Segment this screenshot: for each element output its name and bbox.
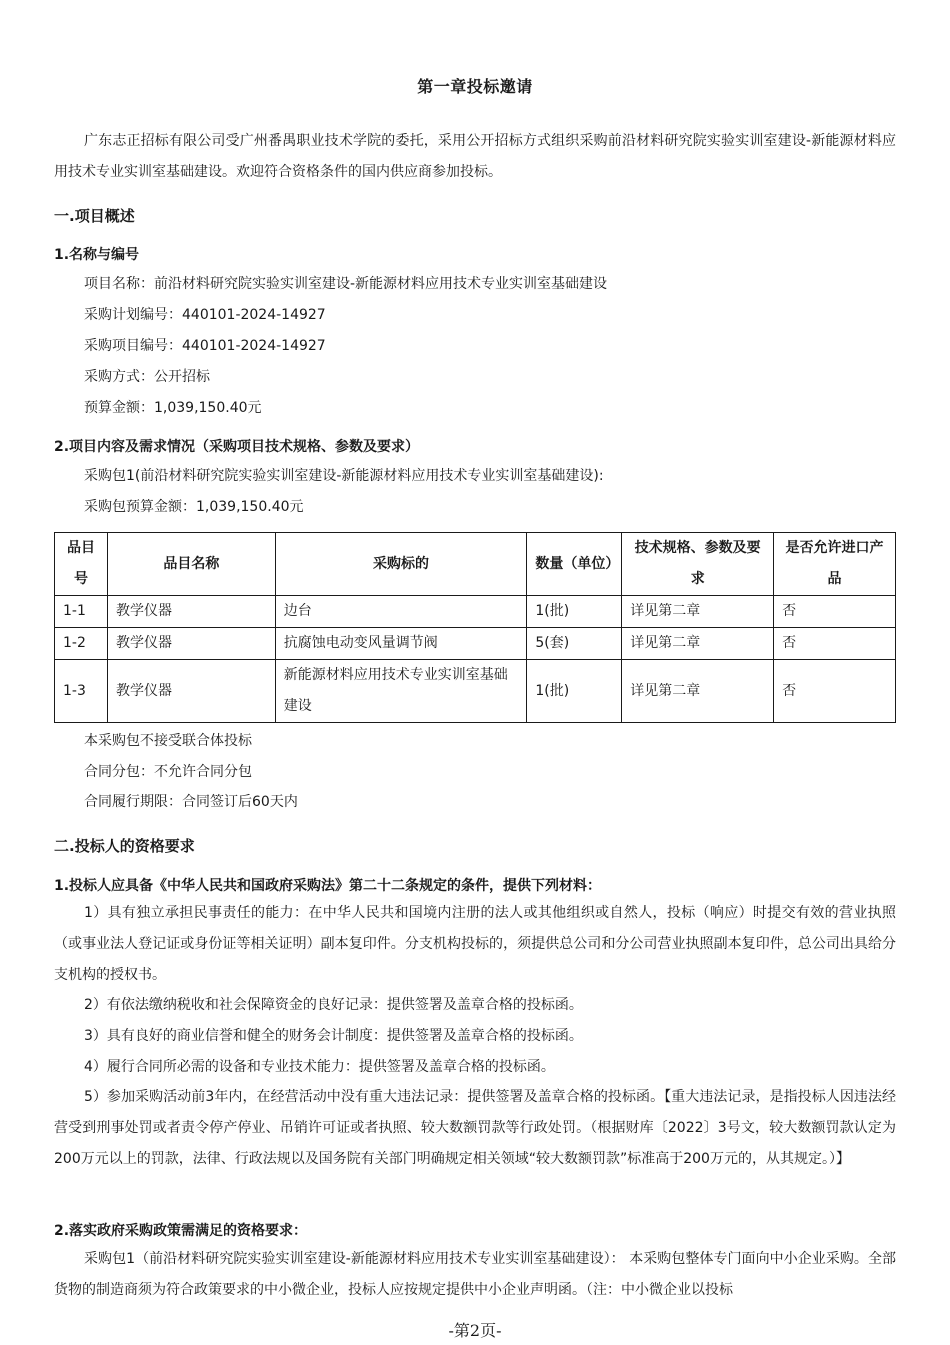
requirement-item-1: 1）具有独立承担民事责任的能力：在中华人民共和国境内注册的法人或其他组织或自然人，投标（响应）时提交有效的营业执照（或事业法人登记证或身份证等相关证明）副本复印件。分支机构投标的，须提供总公司和分公司营业执照副本复印件，总公司出具给分支机构的授权书。 xyxy=(54,905,896,983)
chapter-title: 第一章投标邀请 xyxy=(417,77,533,96)
subcontract-line: 合同分包：不允许合同分包 xyxy=(84,764,252,780)
header-quantity: 数量（单位） xyxy=(527,533,622,596)
cell-quantity: 1(批) xyxy=(527,660,622,723)
cell-item-no: 1-2 xyxy=(55,628,108,660)
cell-import: 否 xyxy=(774,596,896,628)
package-budget-line: 采购包预算金额：1,039,150.40元 xyxy=(84,499,304,515)
cell-item-no: 1-1 xyxy=(55,596,108,628)
cell-quantity: 5(套) xyxy=(527,628,622,660)
table-row xyxy=(55,660,896,723)
subsection-1-1-heading: 1.名称与编号 xyxy=(54,247,140,263)
package-line: 采购包1(前沿材料研究院实验实训室建设-新能源材料应用技术专业实训室基础建设): xyxy=(84,468,604,484)
subsection-1-2-heading: 2.项目内容及需求情况（采购项目技术规格、参数及要求） xyxy=(54,439,420,455)
cell-spec: 详见第二章 xyxy=(622,596,774,628)
cell-quantity: 1(批) xyxy=(527,596,622,628)
header-item-name: 品目名称 xyxy=(107,533,275,596)
header-target: 采购标的 xyxy=(275,533,527,596)
header-import: 是否允许进口产品 xyxy=(774,533,896,596)
intro-paragraph: 广东志正招标有限公司受广州番禺职业技术学院的委托，采用公开招标方式组织采购前沿材料研究院实验实训室建设-新能源材料应用技术专业实训室基础建设。欢迎符合资格条件的国内供应商参加投标。 xyxy=(54,133,896,180)
cell-target: 抗腐蚀电动变风量调节阀 xyxy=(275,628,527,660)
cell-target: 边台 xyxy=(275,596,527,628)
contract-period-line: 合同履行期限：合同签订后60天内 xyxy=(84,794,298,810)
page-number: -第2页- xyxy=(448,1321,502,1340)
requirement-item-2: 2）有依法缴纳税收和社会保障资金的良好记录：提供签署及盖章合格的投标函。 xyxy=(84,997,583,1013)
subsection-2-1-heading: 1.投标人应具备《中华人民共和国政府采购法》第二十二条规定的条件，提供下列材料： xyxy=(54,878,602,894)
cell-import: 否 xyxy=(774,660,896,723)
section-1-heading: 一.项目概述 xyxy=(54,207,135,225)
budget-line: 预算金额：1,039,150.40元 xyxy=(84,400,262,416)
no-consortium-line: 本采购包不接受联合体投标 xyxy=(84,733,252,749)
items-table xyxy=(54,532,896,723)
plan-number-line: 采购计划编号：440101-2024-14927 xyxy=(84,307,326,323)
cell-spec: 详见第二章 xyxy=(622,660,774,723)
sme-policy-paragraph: 采购包1（前沿材料研究院实验实训室建设-新能源材料应用技术专业实训室基础建设）： 本采购包整体专门面向中小企业采购。全部货物的制造商须为符合政策要求的中小微企业，投标人应按规定提供中小企业声明函。（注：中小微企业以投标 xyxy=(54,1251,896,1298)
project-number-line: 采购项目编号：440101-2024-14927 xyxy=(84,338,326,354)
cell-import: 否 xyxy=(774,628,896,660)
requirement-item-3: 3）具有良好的商业信誉和健全的财务会计制度：提供签署及盖章合格的投标函。 xyxy=(84,1028,583,1044)
cell-item-name: 教学仪器 xyxy=(107,628,275,660)
requirement-item-5: 5）参加采购活动前3年内，在经营活动中没有重大违法记录：提供签署及盖章合格的投标函。【重大违法记录，是指投标人因违法经营受到刑事处罚或者责令停产停业、吊销许可证或者执照、较大数额罚款等行政处罚。（根据财库〔2022〕3号文，较大数额罚款认定为200万元以上的罚款，法律、行政法规以及国务院有关部门明确规定相关领域“较大数额罚款”标准高于200万元的，从其规定。）】 xyxy=(54,1089,896,1167)
table-row xyxy=(55,596,896,628)
cell-item-name: 教学仪器 xyxy=(107,596,275,628)
header-item-no: 品目号 xyxy=(55,533,108,596)
cell-item-name: 教学仪器 xyxy=(107,660,275,723)
header-spec: 技术规格、参数及要求 xyxy=(622,533,774,596)
procurement-method-line: 采购方式：公开招标 xyxy=(84,369,210,385)
project-name-line: 项目名称：前沿材料研究院实验实训室建设-新能源材料应用技术专业实训室基础建设 xyxy=(84,276,608,292)
requirement-item-4: 4）履行合同所必需的设备和专业技术能力：提供签署及盖章合格的投标函。 xyxy=(84,1059,555,1075)
cell-target: 新能源材料应用技术专业实训室基础建设 xyxy=(275,660,527,723)
table-header-row xyxy=(55,533,896,596)
section-2-heading: 二.投标人的资格要求 xyxy=(54,837,195,855)
cell-spec: 详见第二章 xyxy=(622,628,774,660)
table-row xyxy=(55,628,896,660)
cell-item-no: 1-3 xyxy=(55,660,108,723)
subsection-2-2-heading: 2.落实政府采购政策需满足的资格要求： xyxy=(54,1223,308,1239)
